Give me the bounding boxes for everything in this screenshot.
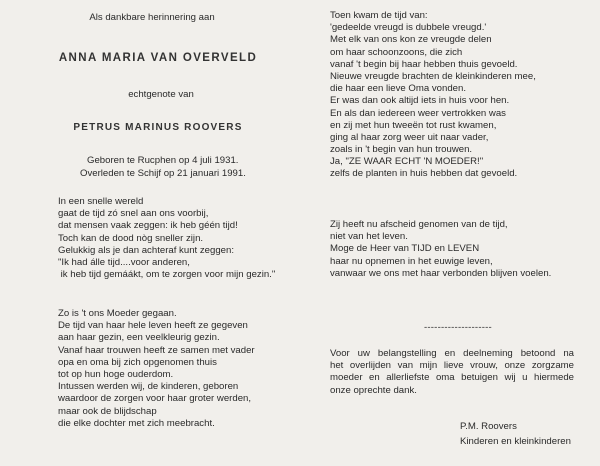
thanks-line: moeder en allerliefste oma betuigen wij u hiermede — [330, 372, 574, 384]
poem-line: 'gedeelde vreugd is dubbele vreugd.' — [330, 22, 487, 34]
poem-line: dat mensen vaak zeggen: ik heb géén tijd! — [58, 220, 238, 232]
poem-line: Met elk van ons kon ze vreugde delen — [330, 34, 492, 46]
poem-line: zelfs de planten in huis hebben dat gevoeld. — [330, 168, 518, 180]
poem-line: Moge de Heer van TIJD en LEVEN — [330, 243, 480, 255]
poem-line: "Ik had álle tijd....voor anderen, — [58, 256, 190, 268]
poem-line: Ja, "ZE WAAR ECHT 'N MOEDER!" — [330, 156, 484, 168]
poem-line: aan haar gezin, een veelkleurig gezin. — [58, 332, 220, 344]
signature-name: P.M. Roovers — [460, 421, 517, 432]
thanks-line: onze oprechte dank. — [330, 384, 417, 396]
poem-line: tot op hun hoge ouderdom. — [58, 368, 174, 380]
poem-line: waardoor de zorgen voor haar groter werden, — [58, 393, 252, 405]
poem-line: Zij heeft nu afscheid genomen van de tijd, — [330, 219, 508, 230]
deceased-name: ANNA MARIA VAN OVERVELD — [58, 52, 258, 64]
poem-line: om haar schoonzoons, die zich — [330, 46, 463, 58]
poem-right-stanza-2 — [330, 219, 551, 280]
poem-line: die elke dochter met zich meebracht. — [58, 417, 215, 429]
poem-line: vanwaar we ons met haar verbonden blijven voelen. — [330, 267, 552, 279]
poem-line: en zij met hun tweeën tot rust kwamen, — [330, 119, 497, 131]
poem-line: ging al haar zorg weer uit naar vader, — [330, 131, 489, 143]
poem-line: gaat de tijd zó snel aan ons voorbij, — [58, 208, 209, 220]
poem-line: Toch kan de dood nòg sneller zijn. — [58, 232, 204, 244]
poem-line: niet van het leven. — [330, 231, 408, 243]
poem-line: De tijd van haar hele leven heeft ze gegeven — [58, 320, 248, 332]
poem-line: Vanaf haar trouwen heeft ze samen met vader — [58, 344, 255, 356]
thanks-line: Voor uw belangstelling en deelneming betoond na — [330, 348, 574, 359]
section-divider: -------------------- — [424, 322, 492, 333]
poem-line: Gelukkig als je dan achteraf kunt zeggen: — [58, 244, 234, 256]
poem-line: zoals in 't begin van hun trouwen. — [330, 144, 473, 156]
poem-line: Intussen werden wij, de kinderen, geboren — [58, 381, 239, 393]
poem-right-stanza-1 — [330, 10, 536, 181]
spouse-name: PETRUS MARINUS ROOVERS — [73, 122, 243, 133]
poem-line: ik heb tijd gemáákt, om te zorgen voor mijn gezin." — [58, 269, 276, 281]
signature-family: Kinderen en kleinkinderen — [460, 436, 571, 447]
poem-line: Er was dan ook altijd iets in huis voor hen. — [330, 95, 510, 107]
poem-line: die haar een lieve Oma vonden. — [330, 83, 466, 95]
poem-line: In een snelle wereld — [58, 196, 144, 207]
death-date: Overleden te Schijf op 21 januari 1991. — [80, 168, 246, 179]
birth-date: Geboren te Rucphen op 4 juli 1931. — [87, 155, 239, 166]
poem-line: haar nu opnemen in het euwige leven, — [330, 255, 493, 267]
thanks-text — [330, 348, 574, 397]
poem-line: En als dan iedereen weer vertrokken was — [330, 107, 506, 119]
thanks-line: het overlijden van mijn lieve vrouw, onze zorgzame — [330, 360, 574, 372]
poem-line: vanaf 't begin bij haar hebben thuis gevoeld. — [330, 58, 518, 70]
poem-left-stanza-1 — [58, 196, 275, 281]
spouse-label: echtgenote van — [128, 89, 194, 100]
poem-left-stanza-2 — [58, 308, 255, 430]
poem-line: Nieuwe vreugde brachten de kleinkinderen mee, — [330, 70, 536, 82]
poem-line: opa en oma bij zich opgenomen thuis — [58, 356, 217, 368]
poem-line: maar ook de blijdschap — [58, 405, 157, 417]
poem-line: Toen kwam de tijd van: — [330, 10, 428, 21]
poem-line: Zo is 't ons Moeder gegaan. — [58, 308, 177, 319]
memorial-intro: Als dankbare herinnering aan — [89, 12, 215, 23]
